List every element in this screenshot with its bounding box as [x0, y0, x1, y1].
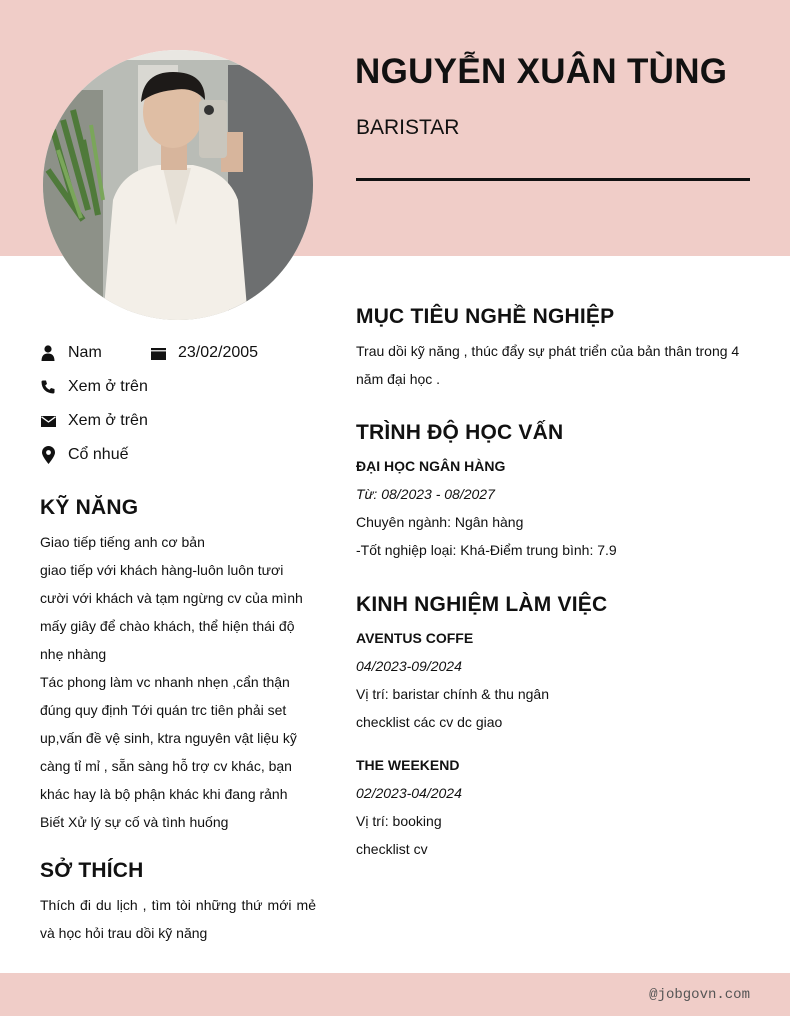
- school-name: ĐẠI HỌC NGÂN HÀNG: [356, 458, 506, 474]
- job-role: Vị trí: booking: [356, 813, 442, 829]
- skills-title: KỸ NĂNG: [40, 496, 139, 519]
- job-entry: [356, 751, 756, 863]
- skill-line: nhẹ nhàng: [40, 646, 107, 662]
- skill-line: Giao tiếp tiếng anh cơ bản: [40, 534, 205, 550]
- phone-value: Xem ở trên: [68, 378, 148, 395]
- person-icon: [40, 344, 56, 362]
- education-period: Từ: 08/2023 - 08/2027: [356, 486, 495, 502]
- job-period: 04/2023-09/2024: [356, 658, 462, 674]
- hobbies-section: [40, 859, 316, 947]
- gender-value: Nam: [68, 344, 102, 361]
- skill-line: up,vấn đề vệ sinh, ktra nguyên vật liệu kỹ: [40, 730, 297, 746]
- job-title: BARISTAR: [356, 116, 460, 139]
- objective-section: [356, 305, 754, 393]
- education-section: [356, 421, 756, 564]
- skills-section: [40, 496, 316, 836]
- objective-title: MỤC TIÊU NGHỀ NGHIỆP: [356, 305, 615, 328]
- birthdate-value: 23/02/2005: [178, 344, 259, 361]
- job-period: 02/2023-04/2024: [356, 785, 462, 801]
- skill-line: mấy giây để chào khách, thể hiện thái độ: [40, 618, 295, 634]
- address-value: Cổ nhuế: [68, 446, 129, 463]
- experience-title: KINH NGHIỆM LÀM VIỆC: [356, 593, 608, 616]
- skill-line: giao tiếp với khách hàng-luôn luôn tươi: [40, 562, 284, 578]
- birthdate-row: [150, 344, 258, 362]
- avatar: [43, 50, 313, 320]
- phone-row: [40, 378, 148, 396]
- location-pin-icon: [40, 446, 56, 464]
- skill-line: khác hay là bộ phận khác khi đang rảnh: [40, 786, 288, 802]
- experience-section: [356, 593, 756, 863]
- phone-icon: [40, 378, 56, 396]
- gender-row: [40, 344, 102, 362]
- education-title: TRÌNH ĐỘ HỌC VẤN: [356, 421, 564, 444]
- hobbies-title: SỞ THÍCH: [40, 859, 144, 882]
- candidate-name: NGUYỄN XUÂN TÙNG: [355, 52, 728, 91]
- job-company: AVENTUS COFFE: [356, 630, 474, 646]
- job-role: Vị trí: baristar chính & thu ngân: [356, 686, 549, 702]
- skill-line: Biết Xử lý sự cố và tình huống: [40, 814, 229, 830]
- email-row: [40, 412, 148, 430]
- job-company: THE WEEKEND: [356, 757, 460, 773]
- skill-line: càng tỉ mỉ , sẵn sàng hỗ trợ cv khác, bạn: [40, 758, 292, 774]
- title-divider: [356, 178, 750, 181]
- profile-photo: [43, 50, 313, 320]
- objective-text: Trau dồi kỹ năng , thúc đẩy sự phát triển của bản thân trong 4 năm đại học .: [356, 343, 740, 387]
- skill-line: đúng quy định Tới quán trc tiên phải set: [40, 702, 287, 718]
- skills-list: [40, 528, 316, 836]
- email-value: Xem ở trên: [68, 412, 148, 429]
- job-detail: checklist cv: [356, 841, 428, 857]
- job-detail: checklist các cv dc giao: [356, 714, 503, 730]
- job-entry: [356, 624, 756, 736]
- education-major: Chuyên ngành: Ngân hàng: [356, 514, 524, 530]
- education-grade: -Tốt nghiệp loại: Khá-Điểm trung bình: 7.9: [356, 542, 617, 558]
- skill-line: cười với khách và tạm ngừng cv của mình: [40, 590, 303, 606]
- email-icon: [40, 412, 56, 430]
- hobbies-text: Thích đi du lịch , tìm tòi những thứ mới mẻ và học hỏi trau dồi kỹ năng: [40, 897, 316, 941]
- skill-line: Tác phong làm vc nhanh nhẹn ,cẩn thận: [40, 674, 290, 690]
- address-row: [40, 446, 129, 464]
- footer-brand: @jobgovn.com: [649, 987, 750, 1003]
- calendar-icon: [150, 344, 166, 362]
